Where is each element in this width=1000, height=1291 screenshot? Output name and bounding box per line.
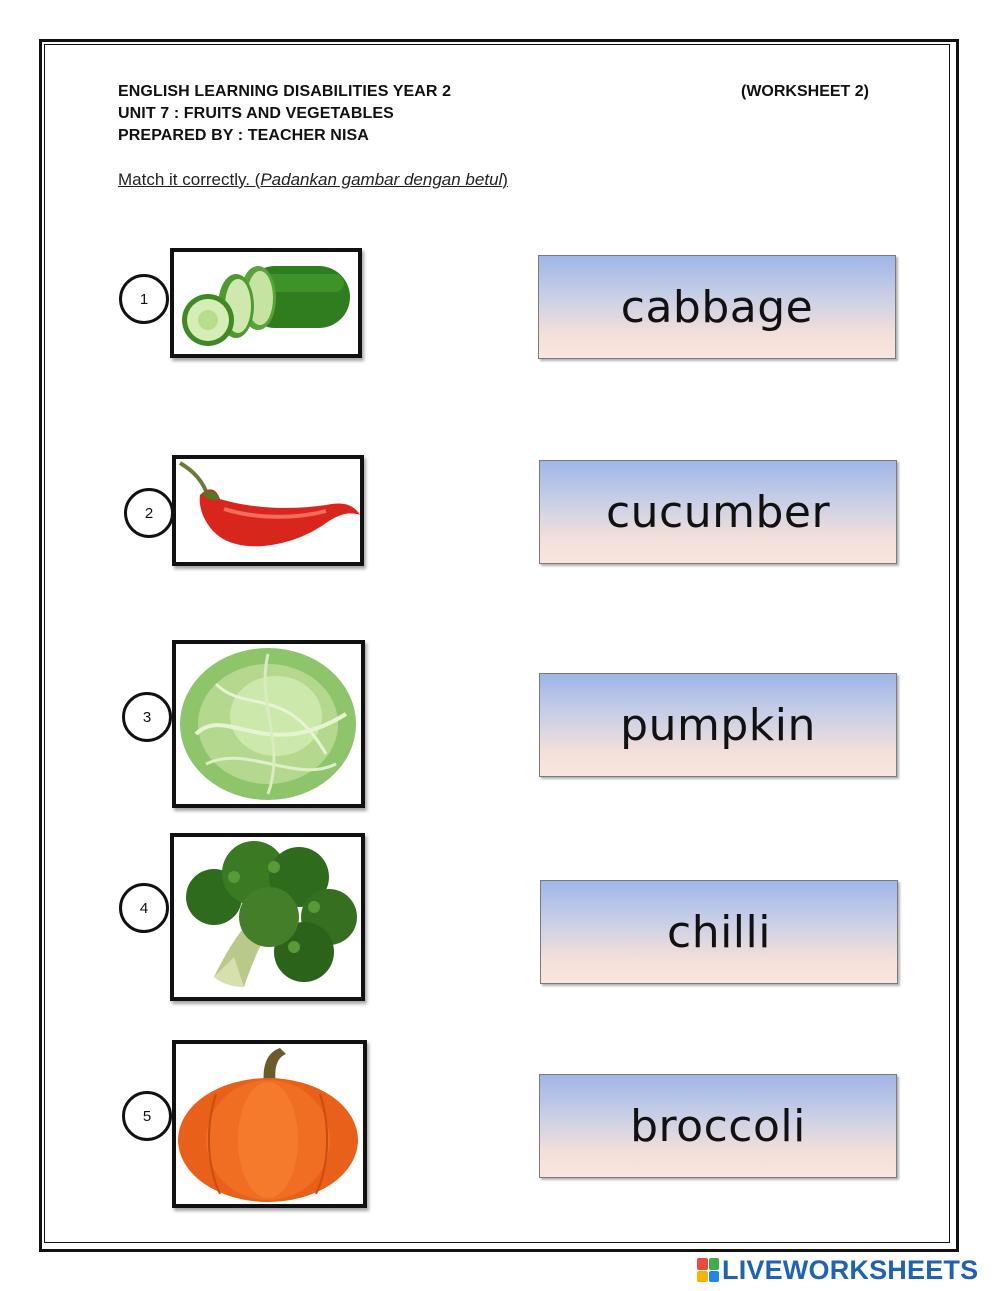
instruction-malay: Padankan gambar dengan betul: [260, 170, 503, 189]
worksheet-label: (WORKSHEET 2): [741, 83, 869, 100]
item-number-4: 4: [119, 883, 169, 933]
chilli-image[interactable]: [172, 455, 364, 566]
word-card-cabbage[interactable]: cabbage: [538, 255, 896, 359]
header-line-1: ENGLISH LEARNING DISABILITIES YEAR 2: [118, 83, 452, 100]
logo-badge-icon: [697, 1258, 719, 1282]
item-number-2: 2: [124, 488, 174, 538]
header-line-3: PREPARED BY : TEACHER NISA: [118, 127, 369, 144]
cucumber-image[interactable]: [170, 248, 362, 358]
word-card-pumpkin[interactable]: pumpkin: [539, 673, 897, 777]
cabbage-image[interactable]: [172, 640, 365, 808]
word-card-chilli[interactable]: chilli: [540, 880, 898, 984]
header-line-2: UNIT 7 : FRUITS AND VEGETABLES: [118, 105, 394, 122]
instruction: Match it correctly. (Padankan gambar dengan betul): [118, 170, 508, 189]
broccoli-image[interactable]: [170, 833, 365, 1001]
word-card-cucumber[interactable]: cucumber: [539, 460, 897, 564]
liveworksheets-logo: [697, 1255, 978, 1285]
pumpkin-image[interactable]: [172, 1040, 367, 1208]
brand-text: LIVEWORKSHEETS: [722, 1254, 979, 1285]
word-card-broccoli[interactable]: broccoli: [539, 1074, 897, 1178]
item-number-3: 3: [122, 692, 172, 742]
item-number-5: 5: [122, 1091, 172, 1141]
item-number-1: 1: [119, 274, 169, 324]
